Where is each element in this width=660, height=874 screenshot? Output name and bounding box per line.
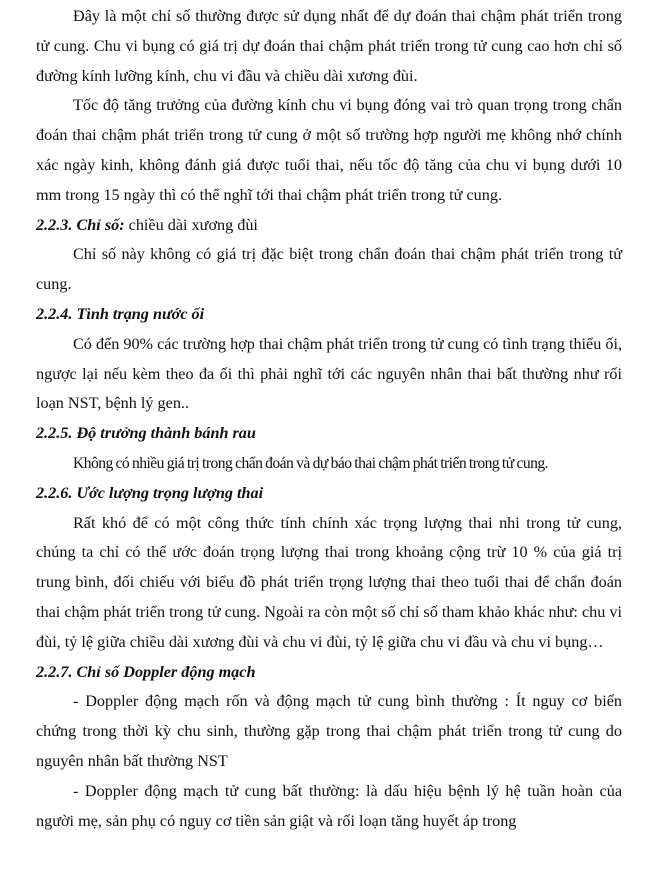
paragraph-growth-rate: Tốc độ tăng trưởng của đường kính chu vi bụng đóng vai trò quan trọng trong chẩn đoán thai chậm phát triển trong tử cung ở một số trường hợp người mẹ không nhớ chính xác ngày kinh, không đánh giá được tuổi thai, nếu tốc độ tăng của chu vi bụng dưới 10 mm trong 15 ngày thì có thể nghĩ tới thai chậm phát triển trong tử cung. — [36, 96, 622, 204]
heading-2-2-4: 2.2.4. Tình trạng nước ối — [36, 304, 205, 323]
heading-2-2-3-label: 2.2.3. Chỉ số: — [36, 215, 125, 234]
paragraph-doppler-normal: - Doppler động mạch rốn và động mạch tử cung bình thường : Ít nguy cơ biến chứng trong thời kỳ chu sinh, thường gặp trong thai chậm phát triển trong tử cung do nguyên nhân bất thường NST — [36, 692, 622, 770]
heading-2-2-6: 2.2.6. Ước lượng trọng lượng thai — [36, 483, 264, 502]
paragraph-fetal-weight: Rất khó để có một công thức tính chính xác trọng lượng thai nhi trong tử cung, chúng ta chỉ có thể ước đoán trọng lượng thai trong khoảng cộng trừ 10 % của giá trị trung bình, đối chiếu với biểu đồ phát triển trọng lượng thai theo tuổi thai để chẩn đoán thai chậm phát triển trong tử cung. Ngoài ra còn một số chỉ số tham khảo khác như: chu vi đùi, tỷ lệ giữa chiều dài xương đùi và chu vi đùi, tỷ lệ giữa chu vi đầu và chu vi bụng… — [36, 513, 622, 651]
heading-2-2-5: 2.2.5. Độ trưởng thành bánh rau — [36, 424, 256, 443]
paragraph-doppler-abnormal: - Doppler động mạch tử cung bất thường: là dấu hiệu bệnh lý hệ tuần hoàn của người mẹ, sản phụ có nguy cơ tiền sản giật và rối loạn tăng huyết áp trong — [36, 781, 622, 830]
paragraph-abdominal-circumference: Đây là một chỉ số thường được sử dụng nhất để dự đoán thai chậm phát triển trong tử cung. Chu vi bụng có giá trị dự đoán thai chậm phát triển trong tử cung cao hơn chỉ số đường kính lưỡng kính, chu vi đầu và chiều dài xương đùi. — [36, 7, 622, 85]
heading-2-2-3-text: chiều dài xương đùi — [124, 215, 258, 234]
paragraph-amniotic-fluid: Có đến 90% các trường hợp thai chậm phát triển trong tử cung có tình trạng thiểu ối, ngược lại nếu kèm theo đa ối thì phải nghĩ tới các nguyên nhân thai bất thường như rối loạn NST, bệnh lý gen.. — [36, 334, 622, 413]
paragraph-femur-length: Chỉ số này không có giá trị đặc biệt trong chẩn đoán thai chậm phát triển trong tử cung. — [36, 245, 622, 294]
paragraph-placenta-maturity: Không có nhiều giá trị trong chẩn đoán và dự báo thai chậm phát triển trong tử cung. — [73, 454, 548, 472]
heading-2-2-7: 2.2.7. Chỉ số Doppler động mạch — [36, 662, 256, 681]
heading-2-2-3 — [36, 211, 622, 241]
